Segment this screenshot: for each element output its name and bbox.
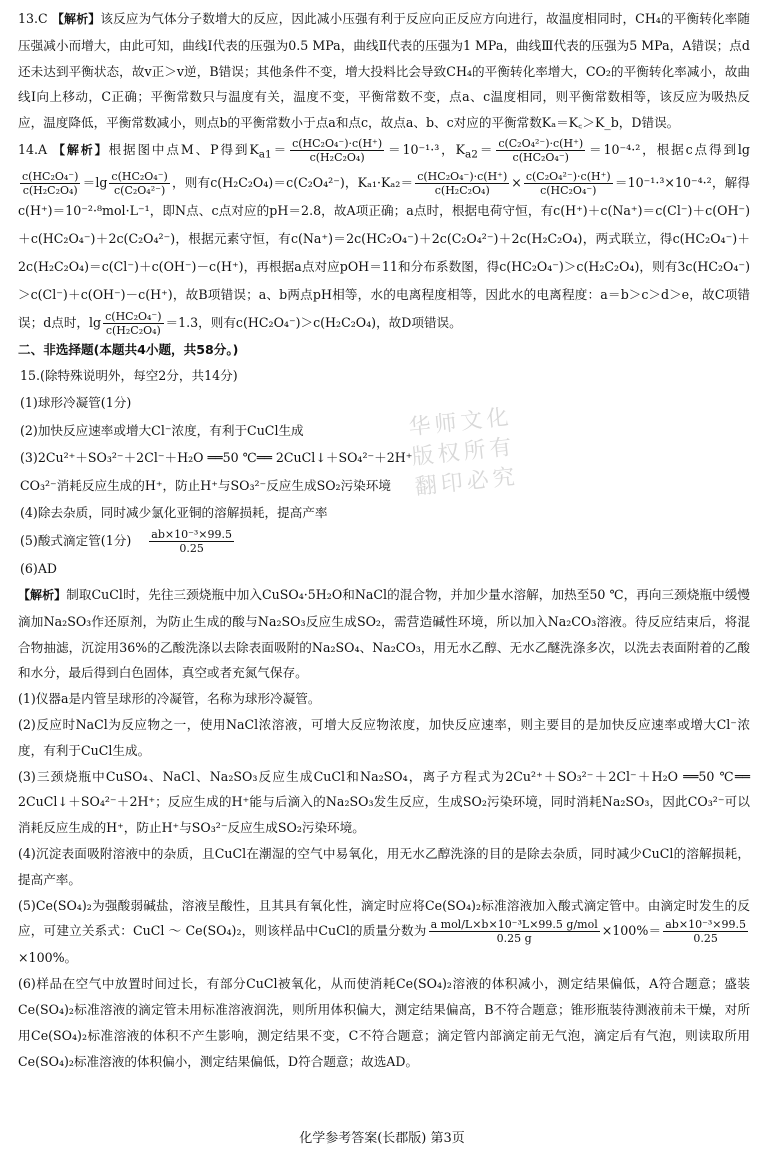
q14-line2a: 到lg xyxy=(723,141,750,157)
lg2-numerator: c(HC₂O₄⁻) xyxy=(111,169,168,183)
lg3-numerator: c(HC₂O₄⁻) xyxy=(105,309,162,323)
product2-fraction xyxy=(524,170,613,197)
a5-denominator: 0.25 xyxy=(179,541,204,555)
e5-mid: ×100%＝ xyxy=(601,923,662,939)
ka2-fraction xyxy=(496,137,585,164)
q13-explanation xyxy=(18,6,750,136)
q15-e0: 制取CuCl时，先往三颈烧瓶中加入CuSO₄·5H₂O和NaCl的混合物，并加少量水溶解，加热至50 ℃，再向三颈烧瓶中缓慢滴加Na₂SO₃作还原剂，为防止生成的酸与Na₂SO₃反应生成SO₂，需营造碱性环境，所以加入Na₂CO₃溶液。待反应结束后，将混合物抽滤，沉淀用36%的乙酸洗涤以去除表面吸附的Na₂SO₄、Na₂CO₃，用无水乙醇、无水乙醚洗涤多次，以洗去表面附着的乙酸和水分，最后得到白色固体，真空或者充氮气保存。 xyxy=(18,587,750,681)
q15-answer-4: (4)除去杂质，同时减少氯化亚铜的溶解损耗，提高产率 xyxy=(20,505,328,520)
q15-answer-5 xyxy=(18,527,750,555)
q15-answer-1: (1)球形冷凝管(1分) xyxy=(20,395,132,410)
watermark: 华师文化 版权所有 翻印必究 xyxy=(407,404,520,501)
e5-f2-numerator: ab×10⁻³×99.5 xyxy=(665,918,746,932)
e5-f1-denominator: 0.25 g xyxy=(496,932,532,946)
ka2-denominator: c(HC₂O₄⁻) xyxy=(512,150,569,164)
q15-e4: (4)沉淀表面吸附溶液中的杂质，且CuCl在潮湿的空气中易氧化，用无水乙醇洗涤的目的是除去杂质，同时减少CuCl的溶解损耗，提高产率。 xyxy=(18,845,750,887)
lg1-numerator: c(HC₂O₄⁻) xyxy=(22,169,79,183)
answer-page xyxy=(18,6,750,1074)
q13-tag: 【解析】 xyxy=(51,12,101,26)
q13-head: 13.C xyxy=(18,11,48,26)
q15-e5-text: (5)Ce(SO₄)₂为强酸弱碱盐，溶液呈酸性，且其具有氧化性，滴定时应将Ce(SO₄)₂标准溶液加入酸式滴定管中。由滴定时发生的反应，可建立关系式：CuCl ～ Ce(SO₄)₂，则该样品中CuCl的质量分数为 xyxy=(18,897,750,939)
ka2-sub: a2 xyxy=(465,148,478,161)
ka1-fraction xyxy=(290,137,384,164)
ka1-sub: a1 xyxy=(258,148,272,161)
lg2-fraction xyxy=(109,170,169,197)
q15-tag: 【解析】 xyxy=(18,588,67,602)
product1-fraction xyxy=(415,170,509,197)
ka2-numerator: c(C₂O₄²⁻)·c(H⁺) xyxy=(498,136,584,150)
lg3-denominator: c(H₂C₂O₄) xyxy=(105,323,161,337)
lg2-denominator: c(C₂O₄²⁻) xyxy=(114,183,166,197)
q15-e2: (2)反应时NaCl为反应物之一，使用NaCl浓溶液，可增大反应物浓度，加快反应速率，则主要目的是加快反应速率或增大Cl⁻浓度，有利于CuCl生成。 xyxy=(18,716,750,758)
q15-explanation-intro xyxy=(18,582,750,686)
q15-e6: (6)样品在空气中放置时间过长，有部分CuCl被氧化，从而使消耗Ce(SO₄)₂溶液的体积减小，测定结果偏低，A符合题意；盛装Ce(SO₄)₂标准溶液的滴定管未用标准溶液润洗，则所用体积偏大，测定结果偏高，B不符合题意；锥形瓶装待测液前未干燥，对所用Ce(SO₄)₂标准溶液的体积不产生影响，测定结果不变，C不符合题意；滴定管内部滴定前无气泡，滴定后有气泡，则读取所用Ce(SO₄)₂标准溶液的体积偏小，测定结果偏低，D符合题意；故选AD。 xyxy=(18,976,750,1069)
product2-numerator: c(C₂O₄²⁻)·c(H⁺) xyxy=(525,169,611,183)
e5-f2-denominator: 0.25 xyxy=(693,932,718,946)
ka1-value: ＝10⁻¹·³，K xyxy=(386,141,466,157)
q14-line2b: ＝lg xyxy=(82,174,108,190)
q15-e5 xyxy=(18,893,750,972)
q15-answer-3b: CO₃²⁻消耗反应生成的H⁺，防止H⁺与SO₃²⁻反应生成SO₂污染环境 xyxy=(20,477,391,493)
q14-head: 14.A xyxy=(18,141,48,157)
q15-answer-3: (3)2Cu²⁺＋SO₃²⁻＋2Cl⁻＋H₂O ══50 ℃══ 2CuCl↓＋SO₄²⁻＋2H⁺ xyxy=(20,450,413,465)
q15-answer-5-fraction xyxy=(149,528,234,555)
ka2-value: ＝10⁻⁴·²，根据c点得 xyxy=(587,141,724,157)
q14-explanation: 14.A 【解析】根据图中点M、P得到$K_{a1}=$ $\frac{\text{c(HC₂O₄⁻)·c(H⁺)}}{\text{c(H₂C₂O₄)}}$ ＝10⁻¹·³，$K_{a2}=$ $\frac{\text{c(C₂O₄²⁻)·c(H⁺)}}{\text{c(HC₂O₄⁻)}}$ ＝10⁻⁴·²，根据c点得到lg $\frac{\text{c(HC₂O₄⁻)}}{\text{c(H₂C₂O₄)}}$ ＝lg $\frac{\text{c(HC₂O₄⁻)}}{\text{c(C₂O₄²⁻)}}$ ，则有c(H₂C₂O₄)＝c(C₂O₄²⁻)，Kₐ₁·Kₐ₂＝ $\frac{\text{c(HC₂O₄⁻)·c(H⁺)}}{\text{c(H₂C₂O₄)}}$ × $\frac{\text{c(C₂O₄²⁻)·c(H⁺)}}{\text{c(HC₂O₄⁻)}}$ ＝10⁻¹·³×10⁻⁴·²，解得c(H⁺)＝10⁻²·⁸mol·L⁻¹，即N点、c点对应的pH＝2.8，故A项正确；a点时，根据电荷守恒，有c(H⁺)＋c(Na⁺)＝c(Cl⁻)＋c(OH⁻)＋c(HC₂O₄⁻)＋2c(C₂O₄²⁻)，根据元素守恒，有c(Na⁺)＝2c(HC₂O₄⁻)＋2c(C₂O₄²⁻)＋2c(H₂C₂O₄)，两式联立，得c(HC₂O₄⁻)＋2c(H₂C₂O₄)＝c(Cl⁻)＋c(OH⁻)－c(H⁺)，再根据a点对应pOH＝11和分布系数图，得c(HC₂O₄⁻)＞c(H₂C₂O₄)，则有3c(HC₂O₄⁻)＞c(Cl⁻)＋c(OH⁻)－c(H⁺)，故B项错误；a、b两点pH相等，水的电离程度相等，因此水的电离程度：a＝b＞c＞d＞e，故C项错误；d点时，lg $\frac{\text{c(HC₂O₄⁻)}}{\text{c(H₂C₂O₄)}}$ ＝1.3，则有c(HC₂O₄⁻)＞c(H₂C₂O₄)，故D项错误。 xyxy=(18,136,750,337)
e5-f1-numerator: a mol/L×b×10⁻³L×99.5 g/mol xyxy=(430,918,598,932)
product2-denominator: c(HC₂O₄⁻) xyxy=(540,183,597,197)
lg1-fraction xyxy=(20,170,80,197)
q14-line1: 根据图中点M、P得到K xyxy=(108,141,259,157)
e5-end: ×100%。 xyxy=(18,950,78,966)
q15-answer-2: (2)加快反应速率或增大Cl⁻浓度，有利于CuCl生成 xyxy=(20,422,304,438)
page-footer: 化学参考答案(长郡版) 第3页 xyxy=(299,1131,465,1146)
q13-text: 该反应为气体分子数增大的反应，因此减小压强有利于反应向正反应方向进行，故温度相同时，CH₄的平衡转化率随压强减小而增大，由此可知，曲线Ⅰ代表的压强为0.5 MPa，曲线Ⅱ代表的压强为1 MPa，曲线Ⅲ代表的压强为5 MPa，A错误；点d还未达到平衡状态，故v正＞v逆，B错误；其他条件不变，增大投料比会导致CH₄的平衡转化率增大，CO₂的平衡转化率减小，故曲线Ⅰ向上移动，C正确；平衡常数只与温度有关，温度不变，平衡常数不变，点a、c温度相同，则平衡常数相等，该反应为吸热反应，温度降低，平衡常数减小，则点b的平衡常数小于点a和点c，故点a、b、c对应的平衡常数Kₐ＝K꜀＞K_b，D错误。 xyxy=(18,11,750,131)
q14-end: ＝1.3，则有c(HC₂O₄⁻)＞c(H₂C₂O₄)，故D项错误。 xyxy=(165,314,462,330)
lg1-denominator: c(H₂C₂O₄) xyxy=(22,183,78,197)
e5-fraction-2 xyxy=(663,918,748,945)
ka1-denominator: c(H₂C₂O₄) xyxy=(309,150,365,164)
times-sign: × xyxy=(511,174,522,190)
q15-head: 15.(除特殊说明外，每空2分，共14分) xyxy=(20,367,238,383)
q15-e1: (1)仪器a是内管呈球形的冷凝管，名称为球形冷凝管。 xyxy=(18,691,321,707)
q15-e3: (3)三颈烧瓶中CuSO₄、NaCl、Na₂SO₃反应生成CuCl和Na₂SO₄，离子方程式为2Cu²⁺＋SO₃²⁻＋2Cl⁻＋H₂O ══50 ℃══ 2CuCl↓＋SO₄²⁻＋2H⁺；反应生成的H⁺能与后滴入的Na₂SO₃发生反应，生成SO₂污染环境，同时消耗Na₂SO₃，因此CO₃²⁻可以消耗反应生成的H⁺，防止H⁺与SO₃²⁻反应生成SO₂污染环境。 xyxy=(18,768,750,836)
ka1-numerator: c(HC₂O₄⁻)·c(H⁺) xyxy=(292,136,383,150)
equals-sign: ＝ xyxy=(614,174,628,190)
product1-numerator: c(HC₂O₄⁻)·c(H⁺) xyxy=(417,169,508,183)
lg3-fraction xyxy=(103,310,163,337)
q14-tag: 【解析】 xyxy=(53,142,109,157)
q14-rest: 10⁻¹·³×10⁻⁴·²，解得c(H⁺)＝10⁻²·⁸mol·L⁻¹，即N点、c点对应的pH＝2.8，故A项正确；a点时，根据电荷守恒，有c(H⁺)＋c(Na⁺)＝c(Cl⁻)＋c(OH⁻)＋c(HC₂O₄⁻)＋2c(C₂O₄²⁻)，根据元素守恒，有c(Na⁺)＝2c(HC₂O₄⁻)＋2c(C₂O₄²⁻)＋2c(H₂C₂O₄)，两式联立，得c(HC₂O₄⁻)＋2c(H₂C₂O₄)＝c(Cl⁻)＋c(OH⁻)－c(H⁺)，再根据a点对应pOH＝11和分布系数图，得c(HC₂O₄⁻)＞c(H₂C₂O₄)，则有3c(HC₂O₄⁻)＞c(Cl⁻)＋c(OH⁻)－c(H⁺)，故B项错误；a、b两点pH相等，水的电离程度相等，因此水的电离程度：a＝b＞c＞d＞e，故C项错误；d点时，lg xyxy=(18,174,750,330)
section-heading: 二、非选择题(本题共4小题，共58分。) xyxy=(18,341,239,357)
q14-line2c: ，则有c(H₂C₂O₄)＝c(C₂O₄²⁻)，Kₐ₁·Kₐ₂＝ xyxy=(171,174,414,190)
a5-numerator: ab×10⁻³×99.5 xyxy=(151,527,233,541)
e5-fraction-1 xyxy=(429,918,600,945)
product1-denominator: c(H₂C₂O₄) xyxy=(434,183,490,197)
q15-answer-5-text: (5)酸式滴定管(1分) xyxy=(20,532,132,548)
q15-answer-6: (6)AD xyxy=(20,560,58,576)
